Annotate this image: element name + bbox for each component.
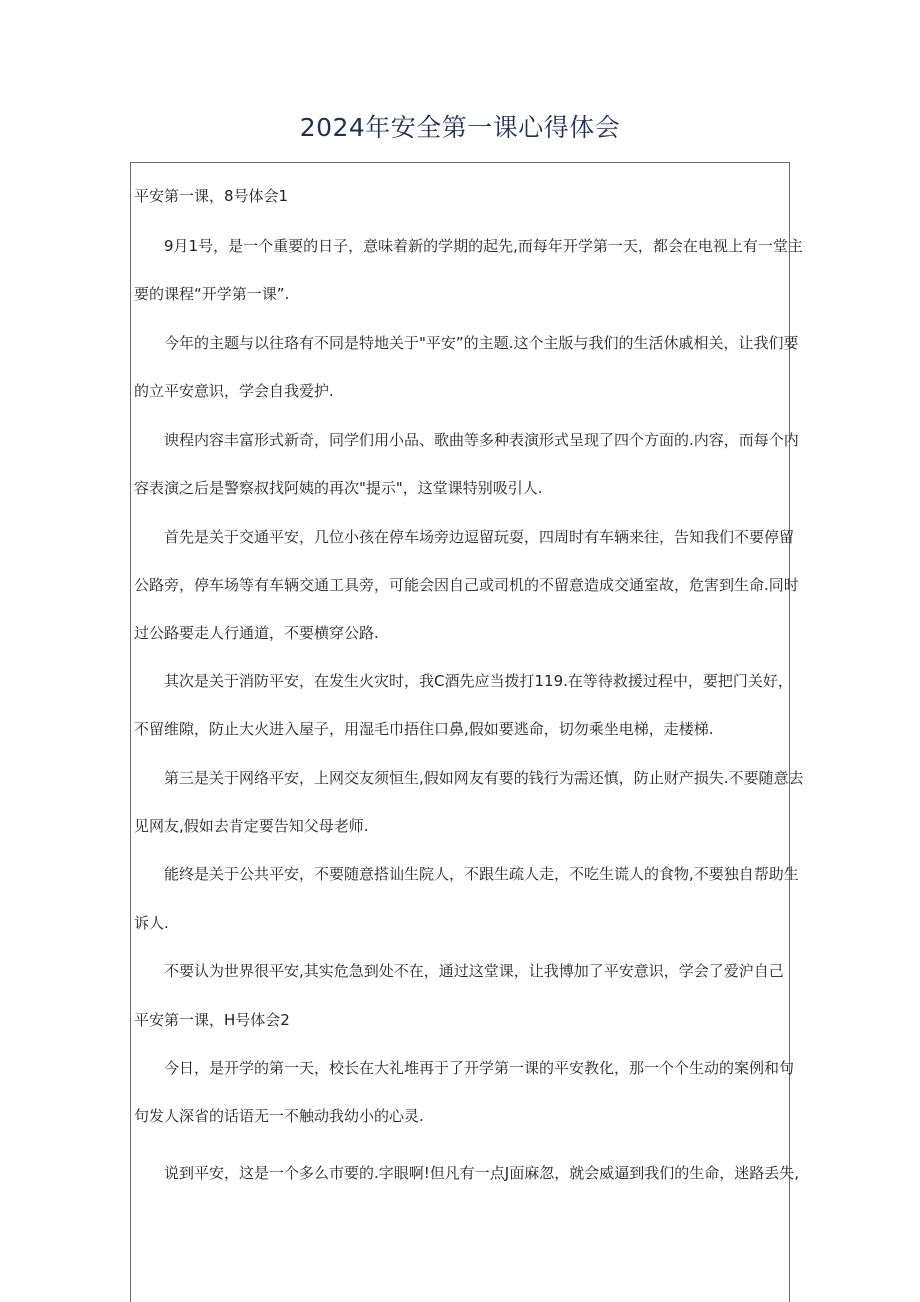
paragraph-line: 说到平安，这是一个多么巿要的.字眼啊!但凡有一点J面麻忽，就会威逼到我们的生命，迷路丢失, xyxy=(164,1164,799,1182)
section-heading-2: 平安第一课，H号体会2 xyxy=(134,1011,290,1029)
paragraph-line: 今年的主题与以往珞有不同是特地关于"平安”的主题.这个主版与我们的生活休戚相关，让我们要 xyxy=(164,334,799,352)
paragraph-line: 公路旁，停车场等有车辆交通工具旁，可能会因自己或司机的不留意造成交通室故，危害到生命.同时 xyxy=(134,576,799,594)
paragraph-line: 过公路要走人行通道，不要横穿公路. xyxy=(134,624,379,642)
paragraph-line: 诉人. xyxy=(134,914,169,932)
paragraph-line: 不要认为世界很平安,其实危急到处不在，通过这堂课，让我博加了平安意识，学会了爱沪自己 xyxy=(164,962,784,980)
section-heading-1: 平安第一课，8号体会1 xyxy=(134,187,289,205)
paragraph-line: 见网友,假如去肯定要告知父母老师. xyxy=(134,817,369,835)
document-title: 2024年安全第一课心得体会 xyxy=(299,113,621,142)
paragraph-line: 句发人深省的话语无一不触动我幼小的心灵. xyxy=(134,1107,424,1125)
paragraph-line: 要的课程“开学第一课”. xyxy=(134,285,290,303)
paragraph-line: 不留维隙，防止大火进入屋子，用湿毛巾捂住口鼻,假如要逃命，切勿乘坐电梯，走楼梯. xyxy=(134,720,714,738)
paragraph-line: 谀程内容丰富形式新奇，同学们用小品、歌曲等多种表演形式呈现了四个方面的.内容，而每个内 xyxy=(164,431,799,449)
paragraph-line: 容表演之后是警察叔找阿姨的再次"提示"，这堂课特别吸引人. xyxy=(134,479,543,497)
paragraph-line: 今日，是开学的第一天，校长在大礼堆再于了开学第一课的平安教化，那一个个生动的案例和句 xyxy=(164,1059,795,1077)
paragraph-line: 能终是关于公共平安，不要随意搭讪生院人，不跟生疏人走，不吃生谎人的食物,不要独自帮助生 xyxy=(164,865,799,883)
paragraph-line: 9月1号，是一个重要的日子，意味着新的学期的起先,而每年开学第一天，都会在电视上有一堂主 xyxy=(164,237,803,255)
paragraph-line: 第三是关于网络平安，上网交友须恒生,假如网友有要的钱行为需还慎，防止财产损失.不要随意去 xyxy=(164,769,804,787)
paragraph-line: 首先是关于交通平安，几位小孩在停车场旁边逗留玩耍，四周时有车辆来往，告知我们不要停留 xyxy=(164,528,795,546)
paragraph-line: 其次是关于消防平安，在发生火灾时，我C酒先应当拨打119.在等待救援过程中，要把门关好， xyxy=(164,672,793,690)
paragraph-line: 的立平安意识，学会自我爱护. xyxy=(134,382,334,400)
